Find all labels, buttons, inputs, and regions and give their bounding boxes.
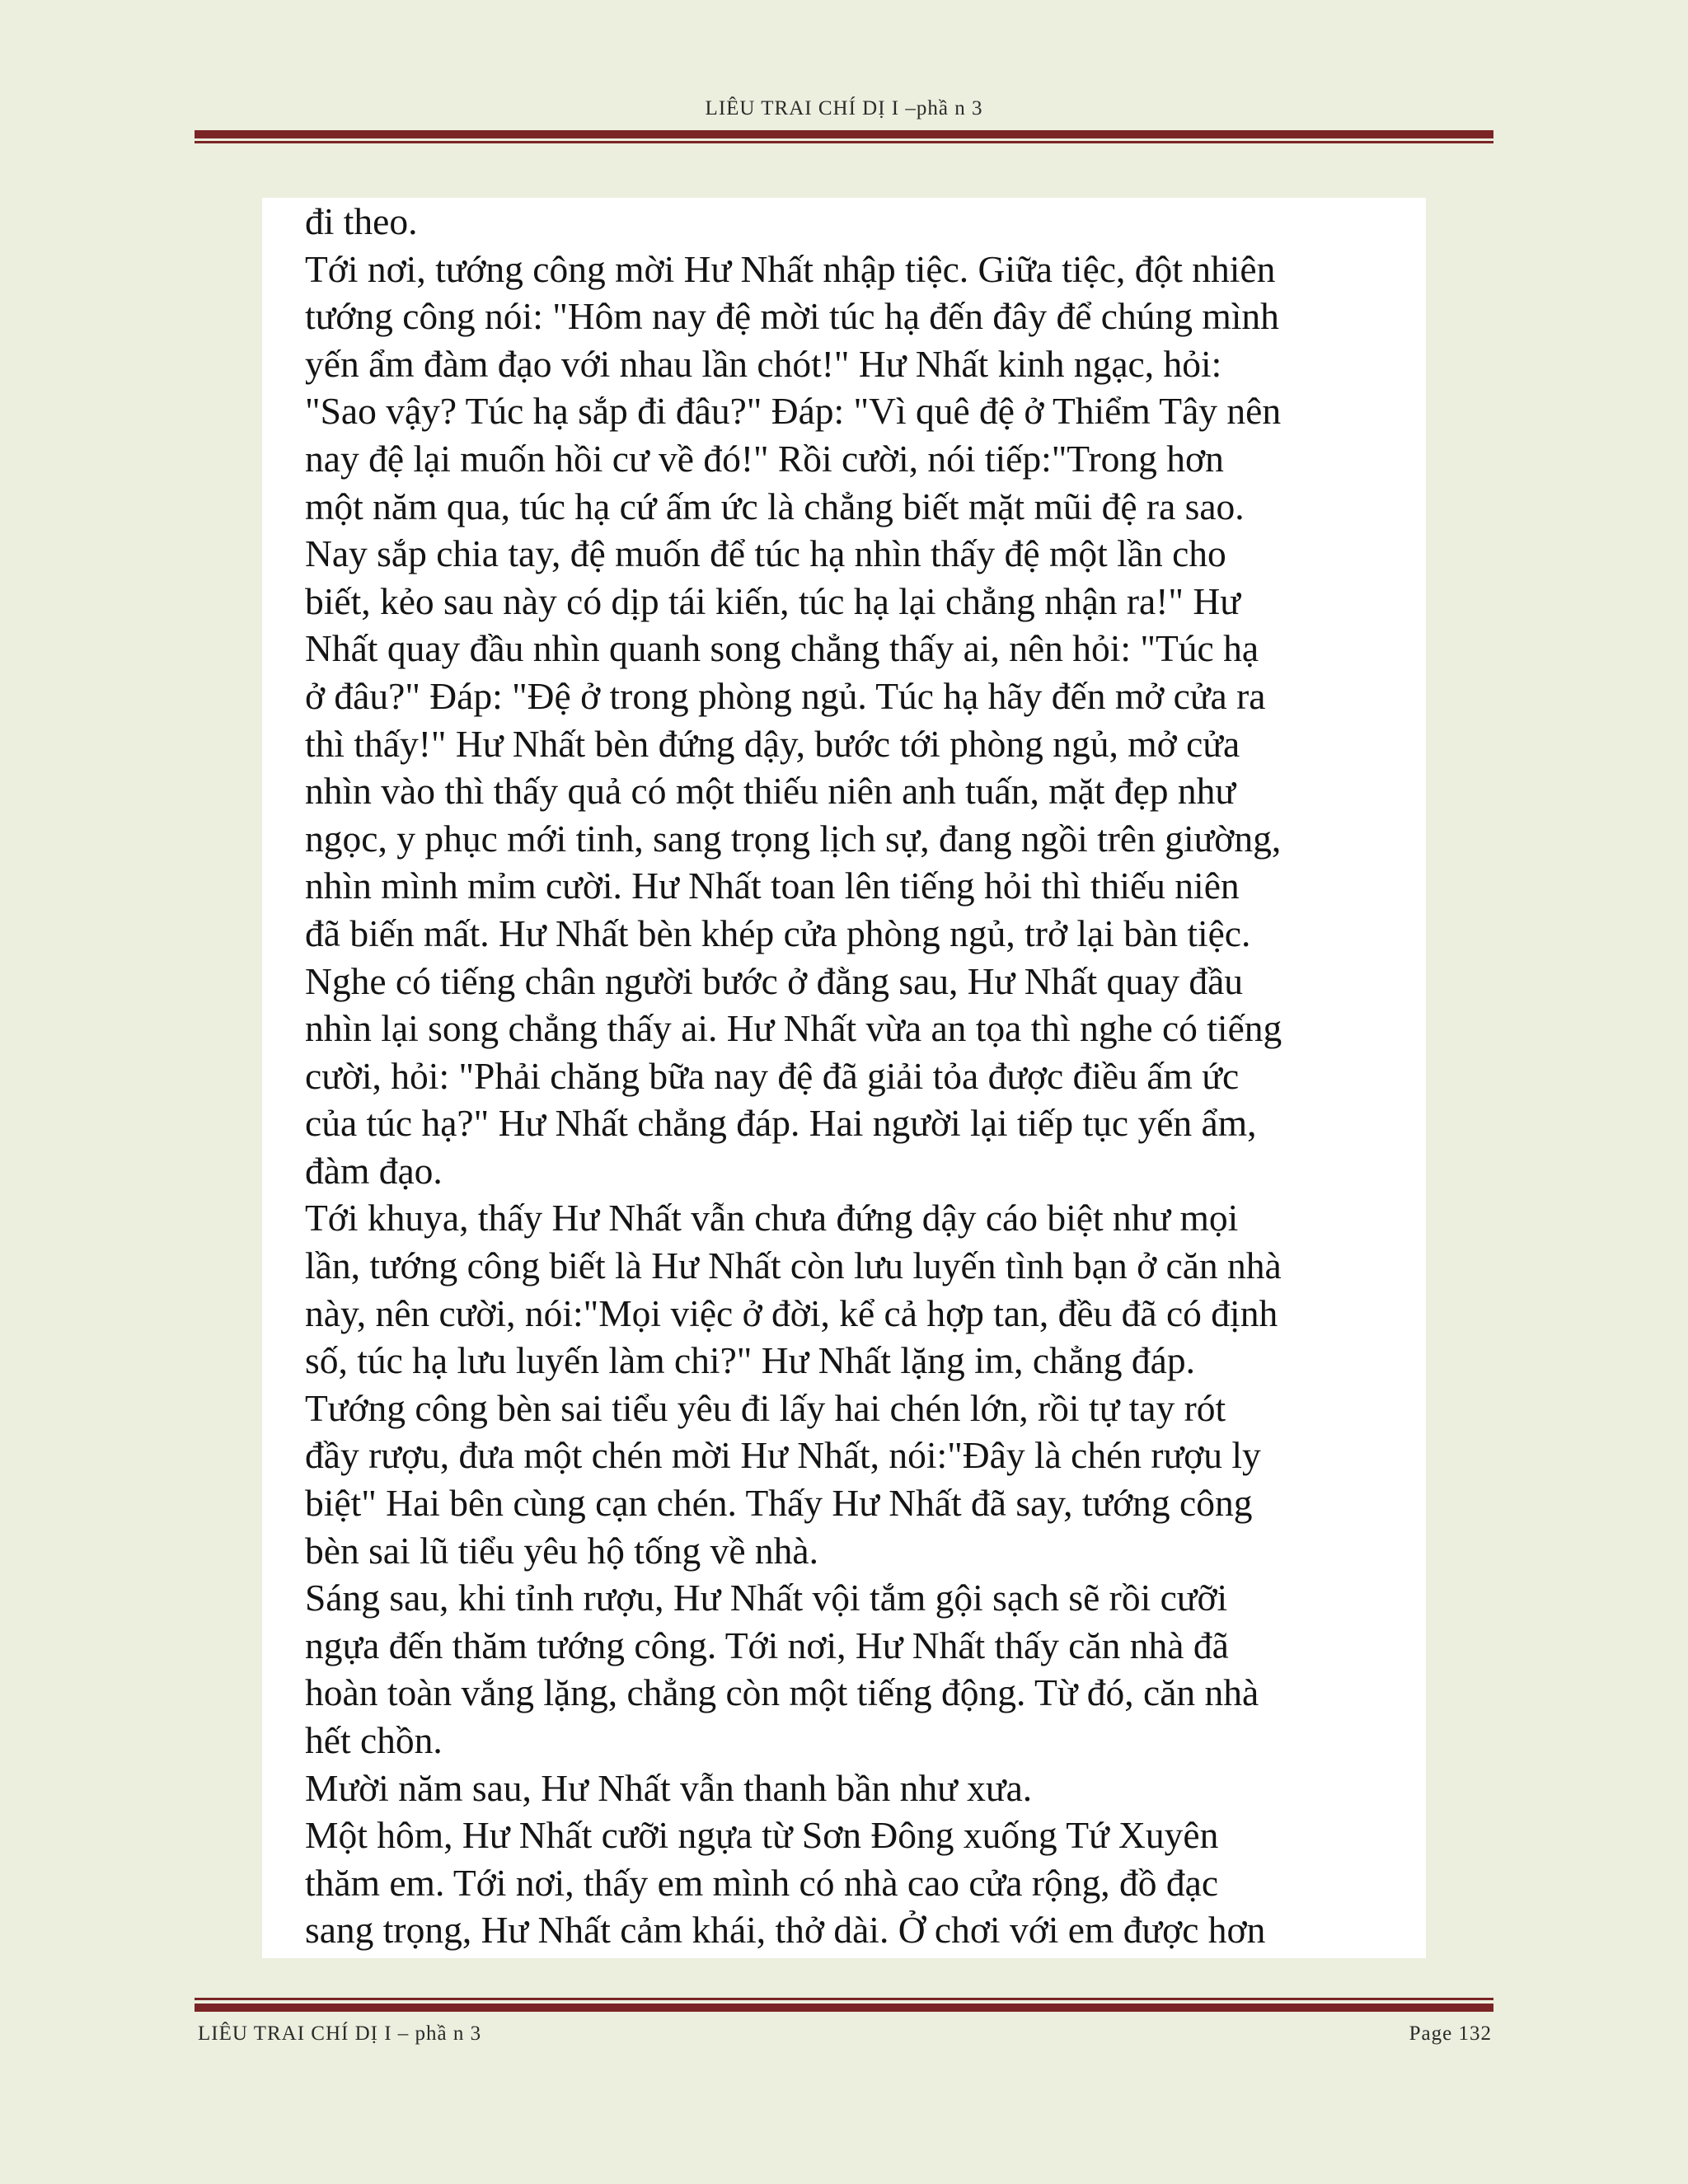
text-line: nhìn mình mỉm cười. Hư Nhất toan lên tiếng hỏi thì thiếu niên bbox=[305, 865, 1240, 907]
page-number: Page 132 bbox=[1409, 2022, 1492, 2045]
text-line: hoàn toàn vắng lặng, chẳng còn một tiếng động. Từ đó, căn nhà bbox=[305, 1671, 1259, 1714]
page-header-title: LIÊU TRAI CHÍ DỊ I –phầ n 3 bbox=[705, 97, 983, 120]
footer-rule-thin bbox=[195, 1998, 1493, 2000]
text-line: Nghe có tiếng chân người bước ở đằng sau, Hư Nhất quay đầu bbox=[305, 959, 1244, 1002]
text-line: một năm qua, túc hạ cứ ấm ức là chẳng biết mặt mũi đệ ra sao. bbox=[305, 485, 1245, 527]
text-panel bbox=[262, 198, 1426, 1958]
text-line: Một hôm, Hư Nhất cưỡi ngựa từ Sơn Đông xuống Tứ Xuyên bbox=[305, 1814, 1219, 1857]
text-line: hết chồn. bbox=[305, 1719, 443, 1761]
text-line: lần, tướng công biết là Hư Nhất còn lưu luyến tình bạn ở căn nhà bbox=[305, 1244, 1282, 1287]
text-line: bèn sai lũ tiểu yêu hộ tống về nhà. bbox=[305, 1529, 818, 1572]
footer-title: LIÊU TRAI CHÍ DỊ I – phầ n 3 bbox=[198, 2022, 482, 2045]
footer-rule-thick bbox=[195, 2004, 1493, 2012]
text-line: nay đệ lại muốn hồi cư về đó!" Rồi cười, nói tiếp:"Trong hơn bbox=[305, 437, 1224, 480]
header-rule-thin bbox=[195, 141, 1493, 143]
text-line: thăm em. Tới nơi, thấy em mình có nhà cao cửa rộng, đồ đạc bbox=[305, 1861, 1219, 1904]
text-line: biệt" Hai bên cùng cạn chén. Thấy Hư Nhất đã say, tướng công bbox=[305, 1482, 1253, 1525]
text-line: Mười năm sau, Hư Nhất vẫn thanh bần như xưa. bbox=[305, 1766, 1033, 1809]
text-line: "Sao vậy? Túc hạ sắp đi đâu?" Đáp: "Vì quê đệ ở Thiểm Tây nên bbox=[305, 390, 1282, 433]
text-line: nhìn vào thì thấy quả có một thiếu niên anh tuấn, mặt đẹp như bbox=[305, 770, 1236, 813]
text-line: yến ẩm đàm đạo với nhau lần chót!" Hư Nhất kinh ngạc, hỏi: bbox=[305, 342, 1222, 385]
text-line: Nhất quay đầu nhìn quanh song chẳng thấy ai, nên hỏi: "Túc hạ bbox=[305, 627, 1259, 670]
text-line: Tới khuya, thấy Hư Nhất vẫn chưa đứng dậy cáo biệt như mọi bbox=[305, 1197, 1239, 1240]
text-line: ngựa đến thăm tướng công. Tới nơi, Hư Nhất thấy căn nhà đã bbox=[305, 1624, 1229, 1666]
text-line: của túc hạ?" Hư Nhất chẳng đáp. Hai người lại tiếp tục yến ẩm, bbox=[305, 1102, 1257, 1145]
text-line: đàm đạo. bbox=[305, 1149, 443, 1192]
text-line: này, nên cười, nói:"Mọi việc ở đời, kể cả hợp tan, đều đã có định bbox=[305, 1291, 1278, 1334]
text-line: biết, kẻo sau này có dịp tái kiến, túc hạ lại chẳng nhận ra!" Hư bbox=[305, 579, 1240, 622]
text-line: đã biến mất. Hư Nhất bèn khép cửa phòng ngủ, trở lại bàn tiệc. bbox=[305, 912, 1251, 954]
text-line: sang trọng, Hư Nhất cảm khái, thở dài. Ở chơi với em được hơn bbox=[305, 1909, 1266, 1952]
text-line: ngọc, y phục mới tinh, sang trọng lịch sự, đang ngồi trên giường, bbox=[305, 817, 1282, 860]
text-line: Tới nơi, tướng công mời Hư Nhất nhập tiệc. Giữa tiệc, đột nhiên bbox=[305, 247, 1276, 290]
body-text bbox=[305, 198, 1426, 1954]
text-line: đầy rượu, đưa một chén mời Hư Nhất, nói:"Đây là chén rượu ly bbox=[305, 1434, 1261, 1477]
text-line: số, túc hạ lưu luyến làm chi?" Hư Nhất lặng im, chẳng đáp. bbox=[305, 1339, 1196, 1382]
header-rule-thick bbox=[195, 130, 1493, 138]
text-line: đi theo. bbox=[305, 200, 418, 242]
text-line: nhìn lại song chẳng thấy ai. Hư Nhất vừa an tọa thì nghe có tiếng bbox=[305, 1007, 1282, 1050]
text-line: tướng công nói: "Hôm nay đệ mời túc hạ đến đây để chúng mình bbox=[305, 295, 1279, 338]
text-line: thì thấy!" Hư Nhất bèn đứng dậy, bước tới phòng ngủ, mở cửa bbox=[305, 722, 1240, 765]
text-line: Sáng sau, khi tỉnh rượu, Hư Nhất vội tắm gội sạch sẽ rồi cưỡi bbox=[305, 1577, 1228, 1619]
text-line: ở đâu?" Đáp: "Đệ ở trong phòng ngủ. Túc hạ hãy đến mở cửa ra bbox=[305, 674, 1266, 717]
text-line: Tướng công bèn sai tiểu yêu đi lấy hai chén lớn, rồi tự tay rót bbox=[305, 1386, 1226, 1429]
text-line: cười, hỏi: "Phải chăng bữa nay đệ đã giải tỏa được điều ấm ức bbox=[305, 1054, 1240, 1097]
text-line: Nay sắp chia tay, đệ muốn để túc hạ nhìn thấy đệ một lần cho bbox=[305, 532, 1226, 575]
